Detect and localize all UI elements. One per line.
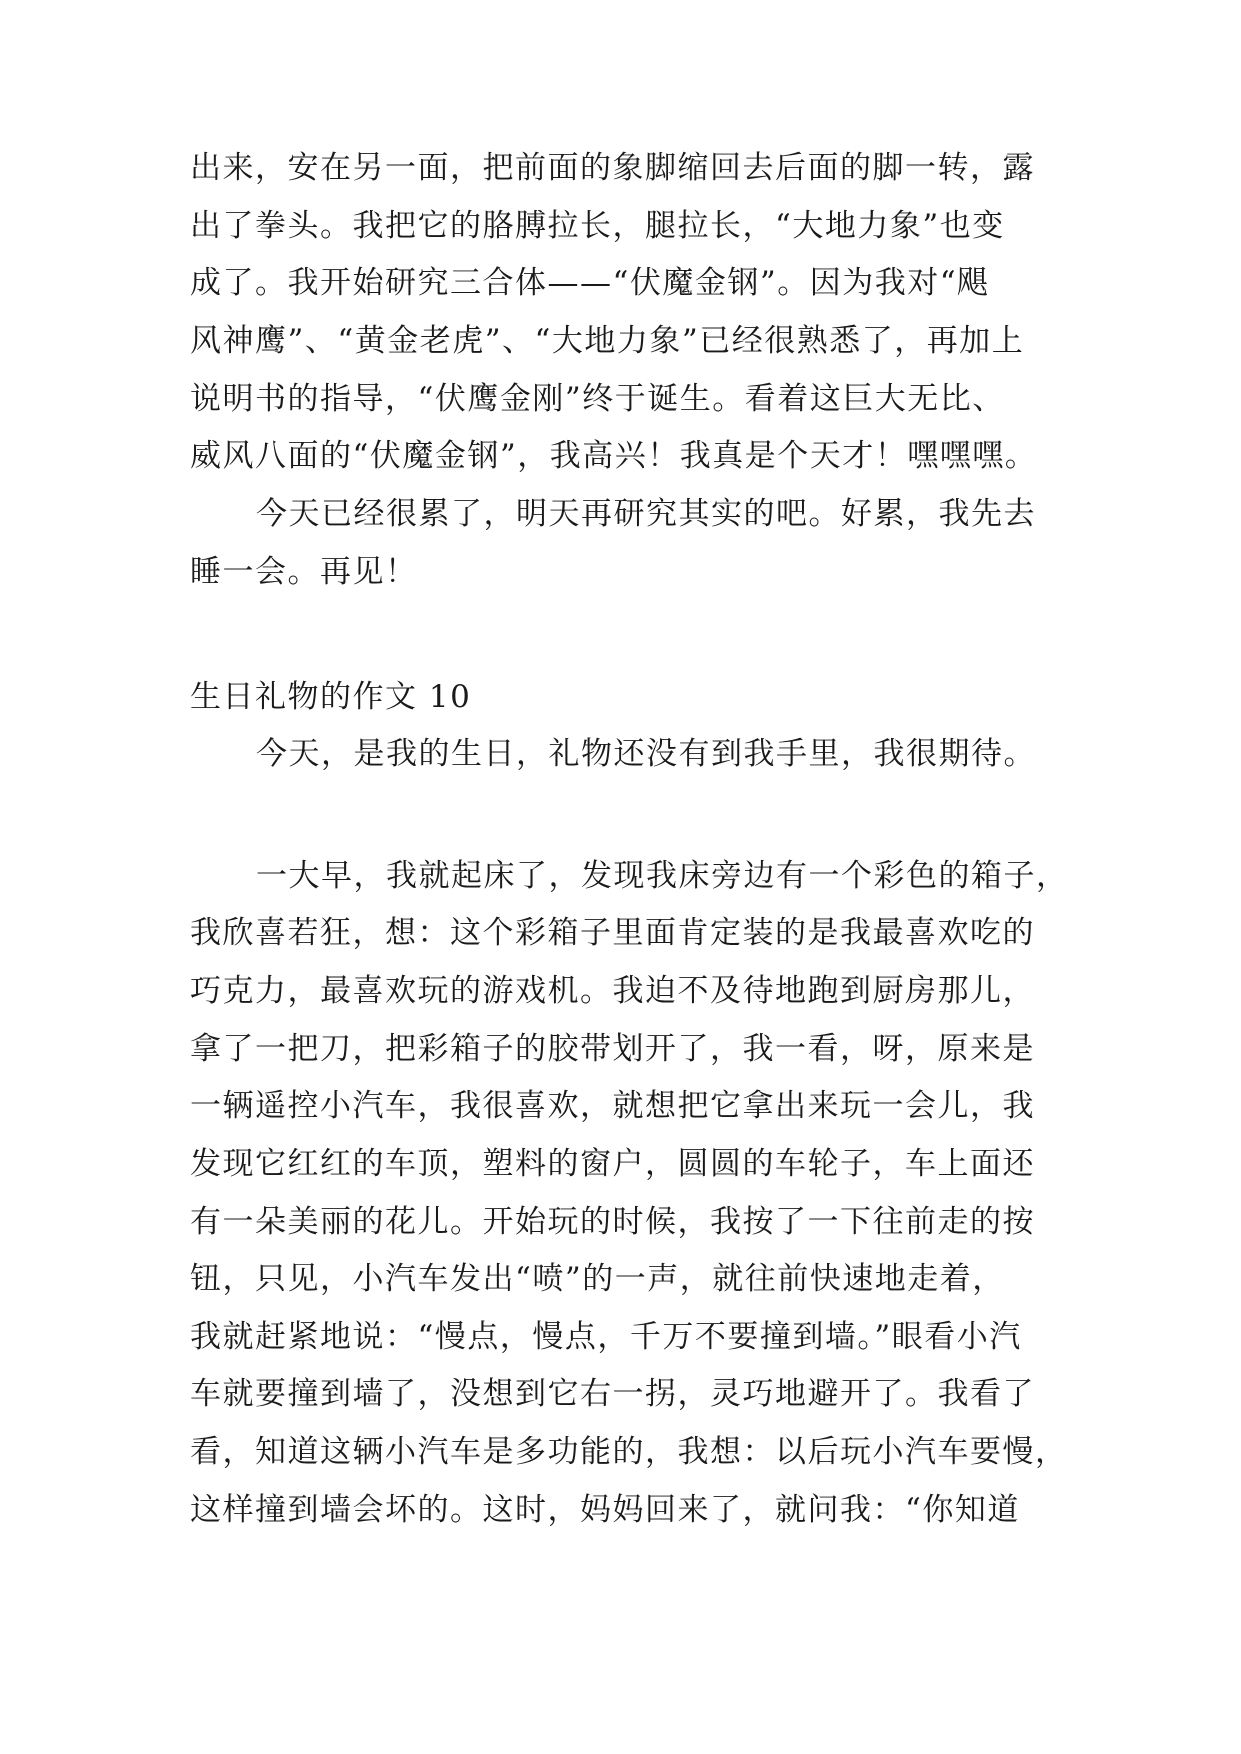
paragraph-line: 发现它红红的车顶，塑料的窗户，圆圆的车轮子，车上面还 (190, 1146, 1035, 1182)
paragraph-line: 一大早，我就起床了，发现我床旁边有一个彩色的箱子， (256, 858, 1069, 894)
paragraph-line: 出来，安在另一面，把前面的象脚缩回去后面的脚一转，露 (190, 150, 1035, 186)
paragraph-line: 我欣喜若狂，想：这个彩箱子里面肯定装的是我最喜欢吃的 (190, 915, 1035, 951)
paragraph-line: 我就赶紧地说：“慢点，慢点，千万不要撞到墙。”眼看小汽 (190, 1319, 1022, 1355)
paragraph-line: 今天已经很累了，明天再研究其实的吧。好累，我先去 (256, 496, 1036, 532)
paragraph-line: 风神鹰”、“黄金老虎”、“大地力象”已经很熟悉了，再加上 (190, 323, 1025, 359)
paragraph-line: 这样撞到墙会坏的。这时，妈妈回来了，就问我：“你知道 (190, 1492, 1020, 1528)
paragraph-line: 拿了一把刀，把彩箱子的胶带划开了，我一看，呀，原来是 (190, 1031, 1035, 1067)
paragraph-line: 成了。我开始研究三合体——“伏魔金钢”。因为我对“飓 (190, 265, 990, 301)
paragraph-line: 有一朵美丽的花儿。开始玩的时候，我按了一下往前走的按 (190, 1204, 1035, 1240)
section-title: 生日礼物的作文 10 (190, 679, 472, 715)
paragraph-line: 巧克力，最喜欢玩的游戏机。我迫不及待地跑到厨房那儿， (190, 973, 1035, 1009)
paragraph-line: 威风八面的“伏魔金钢”，我高兴！我真是个天才！嘿嘿嘿。 (190, 438, 1038, 474)
paragraph-line: 车就要撞到墙了，没想到它右一拐，灵巧地避开了。我看了 (190, 1376, 1035, 1412)
paragraph-line: 看，知道这辆小汽车是多功能的，我想：以后玩小汽车要慢， (190, 1434, 1068, 1470)
paragraph-line: 出了拳头。我把它的胳膊拉长，腿拉长，“大地力象”也变 (190, 208, 1005, 244)
paragraph-line: 一辆遥控小汽车，我很喜欢，就想把它拿出来玩一会儿，我 (190, 1088, 1035, 1124)
paragraph-line: 说明书的指导，“伏鹰金刚”终于诞生。看着这巨大无比、 (190, 381, 1005, 417)
paragraph-line: 睡一会。再见！ (190, 554, 418, 590)
intro-line: 今天，是我的生日，礼物还没有到我手里，我很期待。 (256, 736, 1036, 772)
paragraph-line: 钮，只见，小汽车发出“喷”的一声，就往前快速地走着， (190, 1261, 1005, 1297)
